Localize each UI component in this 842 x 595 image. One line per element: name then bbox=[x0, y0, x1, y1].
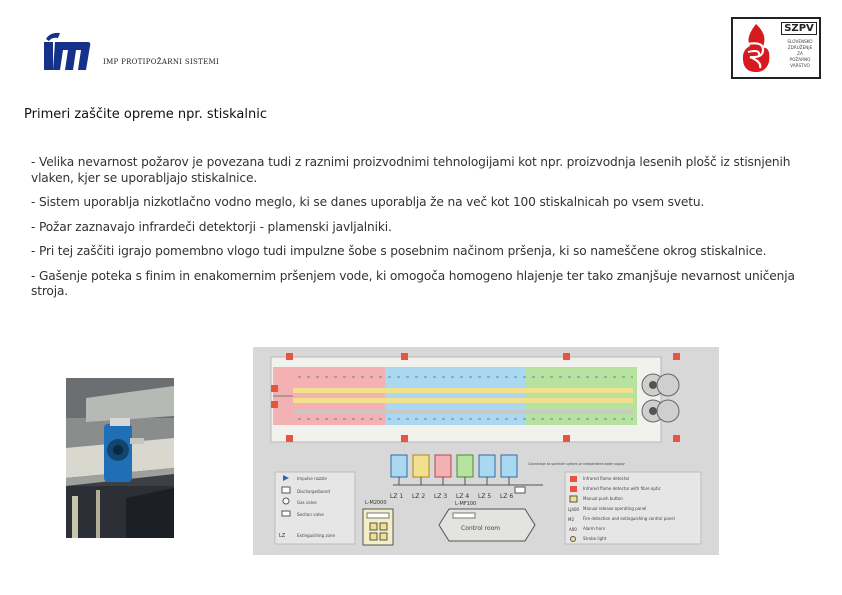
zone-label: LZ 1 bbox=[390, 493, 404, 500]
legend-label: Fire detection and extinguishing control panel bbox=[583, 516, 675, 521]
panel-code: A00 bbox=[569, 527, 577, 532]
fire-flame-icon bbox=[736, 22, 776, 74]
legend-label: Impulse nozzle bbox=[297, 476, 327, 481]
installation-photo bbox=[66, 378, 174, 538]
control-room-label: Control room bbox=[461, 525, 501, 532]
legend-label: Extinguishing zone bbox=[297, 533, 335, 538]
press-protection-diagram bbox=[253, 347, 719, 555]
bullet-item: - Požar zaznavajo infrardeči detektorji - plamenski javljalniki. bbox=[31, 219, 392, 234]
bullet-item: - Gašenje poteka s finim in enakomernim pršenjem vode, ki omogoča homogeno hlajenje ter tako zmanjšuje nevarnost uničenja stroja. bbox=[31, 268, 795, 298]
panel-code: L-M2000 bbox=[365, 500, 387, 506]
panel-code: M2 bbox=[568, 517, 574, 522]
panel-code: LJ400 bbox=[568, 507, 580, 512]
zone-label: LZ 5 bbox=[478, 493, 492, 500]
legend-label: Gas valve bbox=[297, 500, 317, 505]
legend-label: Section valve bbox=[297, 512, 324, 517]
szpv-logo bbox=[731, 17, 821, 79]
panel-code: L-MF100 bbox=[455, 501, 477, 507]
water-supply-label: Connection to sprinkler system or independent water supply bbox=[528, 462, 625, 466]
legend-label: Infrared flame detector with fibre optic bbox=[583, 486, 661, 491]
legend-label: Discharge/board bbox=[297, 489, 330, 494]
bullet-item: - Pri tej zaščiti igrajo pomembno vlogo tudi impulzne šobe s posebnim načinom pršenja, ki so nameščene okrog stiskalnice. bbox=[31, 244, 767, 258]
legend-label: Alarm horn bbox=[583, 526, 606, 531]
legend-label: Strobe light bbox=[583, 536, 607, 541]
zone-label: LZ 4 bbox=[456, 493, 470, 500]
imp-logo bbox=[40, 30, 92, 76]
legend-label: Manual release operating panel bbox=[583, 506, 647, 511]
page-title: Primeri zaščite opreme npr. stiskalnic bbox=[24, 107, 267, 122]
zone-label: LZ 2 bbox=[412, 493, 426, 500]
legend-zone-tag: LZ bbox=[279, 533, 286, 539]
bullet-item: - Velika nevarnost požarov je povezana tudi z raznimi proizvodnimi tehnologijami kot npr. proizvodnja lesenih plošč iz stisnjenih vlaken, kjer se uporabljajo stiskalnice. bbox=[31, 155, 791, 185]
zone-label: LZ 3 bbox=[434, 493, 448, 500]
legend-label: Infrared flame detector bbox=[583, 476, 630, 481]
szpv-subtitle: SLOVENSKO ZDRUŽENJE ZA POŽARNO VARSTVO bbox=[787, 39, 813, 68]
szpv-title: SZPV bbox=[781, 22, 817, 35]
legend-label: Manual push button bbox=[583, 496, 623, 501]
zone-label: LZ 6 bbox=[500, 493, 514, 500]
bullet-list bbox=[31, 155, 811, 309]
bullet-item: - Sistem uporablja nizkotlačno vodno meglo, ki se danes uporablja že na več kot 100 stiskalnicah po vsem svetu. bbox=[31, 195, 705, 209]
company-name: IMP PROTIPOŽARNI SISTEMI bbox=[103, 58, 220, 66]
